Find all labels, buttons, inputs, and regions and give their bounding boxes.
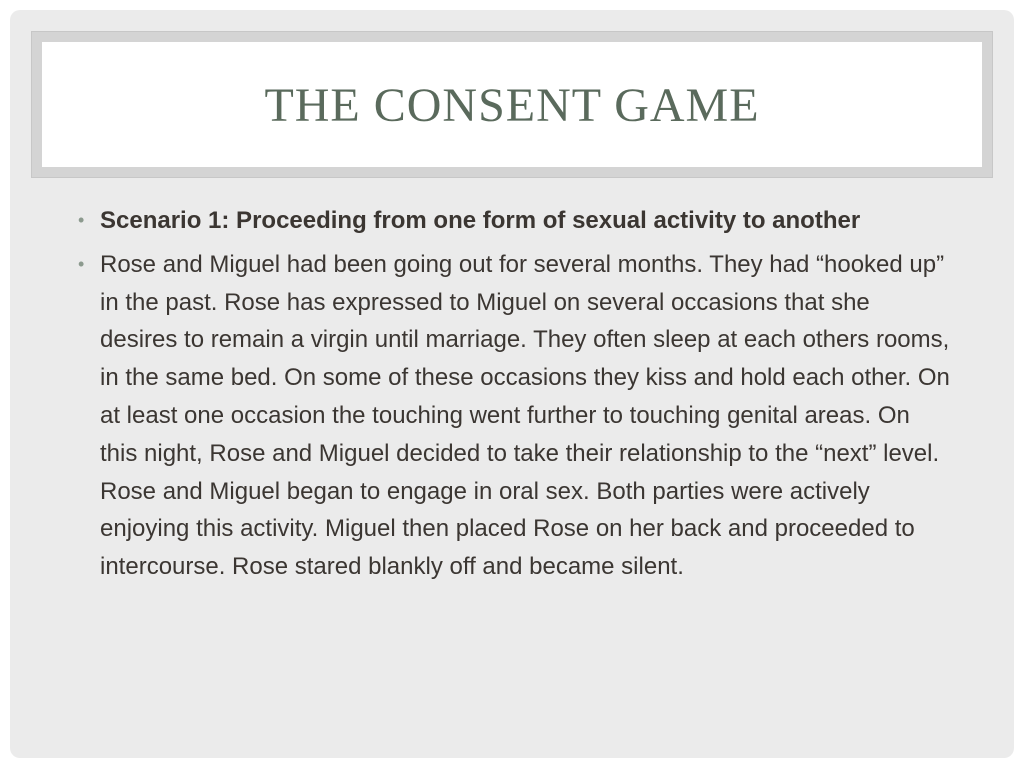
bullet-dot-icon: • [78, 253, 85, 274]
bullet-text: Scenario 1: Proceeding from one form of sexual activity to another [100, 207, 861, 234]
slide [10, 10, 1014, 758]
bullet-scenario-description [72, 246, 952, 586]
bullet-scenario-heading [72, 202, 952, 240]
title-box [42, 42, 982, 167]
slide-title: THE CONSENT GAME [264, 79, 760, 132]
title-frame [31, 31, 993, 178]
bullet-text: Rose and Miguel had been going out for several months. They had “hooked up” in the past. Rose has expressed to Miguel on several occasions that she desires to remain a virgin until marriage. They often sleep at each others rooms, in the same bed. On some of these occasions they kiss and hold each other. On at least one occasion the touching went further to touching genital areas. On this night, Rose and Miguel decided to take their relationship to the “next” level. Rose and Miguel began to engage in oral sex. Both parties were actively enjoying this activity. Miguel then placed Rose on her back and proceeded to intercourse. Rose stared blankly off and became silent. [100, 250, 950, 581]
slide-content [72, 202, 952, 592]
bullet-dot-icon: • [78, 210, 85, 230]
